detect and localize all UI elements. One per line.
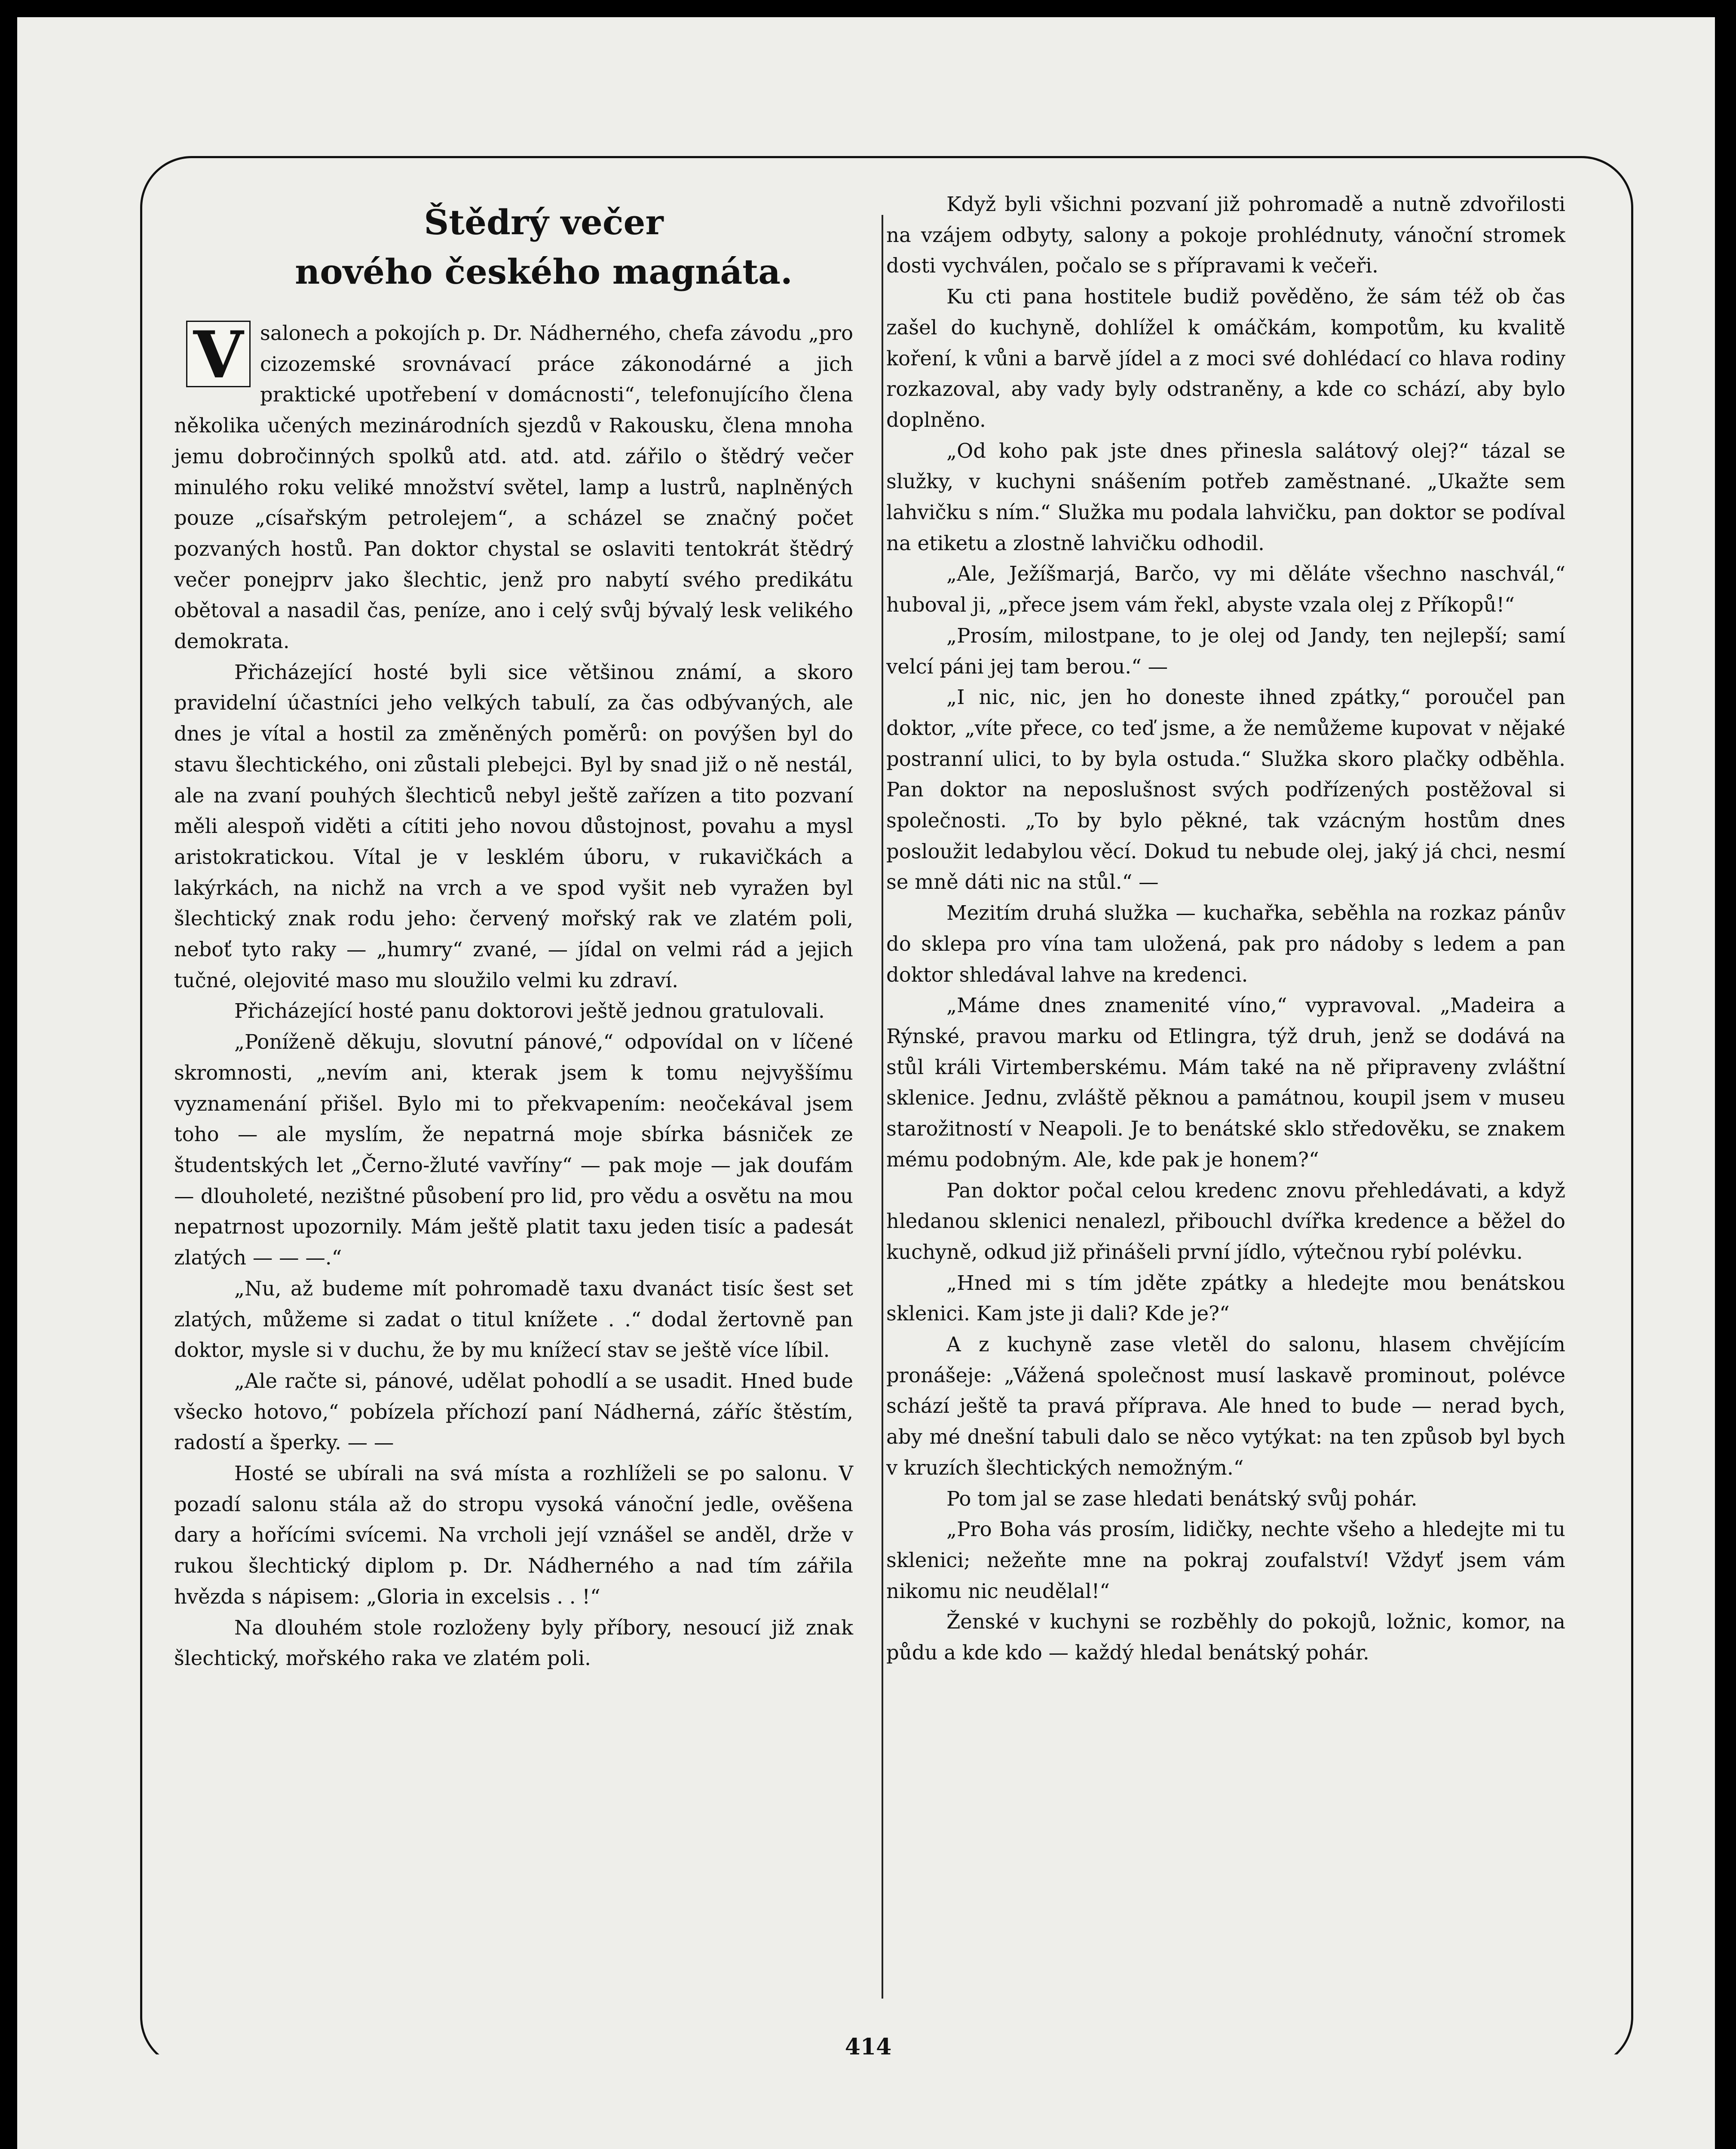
paragraph: A z kuchyně zase vletěl do salonu, hlasem chvějícím pronášeje: „Vážená společnost musí laskavě prominout, polévce schází ještě ta pravá příprava. Ale hned to bude — nerad bych, aby mé dnešní tabuli dalo se něco vytýkat: na ten způsob byl bych v kruzích šlechtických nemožným.“	[886, 1333, 1565, 1479]
paragraph: Ku cti pana hostitele budiž pověděno, že sám též ob čas zašel do kuchyně, dohlížel k omáčkám, kompotům, ku kvalitě koření, k vůni a barvě jídel a z moci své dohlédací co hlava rodiny rozkazoval, aby vady byly odstraněny, a kde co schází, aby bylo doplněno.	[886, 285, 1565, 432]
column-divider	[882, 215, 883, 1999]
paragraph: Když byli všichni pozvaní již pohromadě a nutně zdvořilosti na vzájem odbyty, salony a pokoje prohlédnuty, vánoční stromek dosti vychválen, počalo se s přípravami k večeři.	[886, 193, 1565, 278]
article-title-line-2: nového českého magnáta.	[295, 251, 793, 292]
article-title-line-1: Štědrý večer	[424, 202, 664, 242]
paragraph: „Nu, až budeme mít pohromadě taxu dvanáct tisíc šest set zlatých, můžeme si zadat o titul knížete . .“ dodal žertovně pan doktor, mysle si v duchu, že by mu knížecí stav se ještě více líbil.	[174, 1277, 853, 1362]
paragraph: „Pro Boha vás prosím, lidičky, nechte všeho a hledejte mi tu sklenici; nežeňte mne na pokraj zoufalství! Vždyť jsem vám nikomu nic neudělal!“	[886, 1518, 1565, 1603]
paragraph: „Máme dnes znamenité víno,“ vypravoval. „Madeira a Rýnské, pravou marku od Etlingra, týž druh, jenž se dodává na stůl králi Virtemberskému. Mám také na ně připraveny zvláštní sklenice. Jednu, zvláště pěknou a památnou, koupil jsem v museu starožitností v Neapoli. Je to benátské sklo středověku, se znakem mému podobným. Ale, kde pak je honem?“	[886, 994, 1565, 1171]
paragraph: Přicházející hosté panu doktorovi ještě jednou gratulovali.	[234, 999, 825, 1023]
paragraph	[174, 318, 853, 657]
left-column	[174, 189, 853, 1674]
paragraph: „Prosím, milostpane, to je olej od Jandy, ten nejlepší; samí velcí páni jej tam berou.“ —	[886, 624, 1565, 678]
drop-cap-letter: V	[193, 317, 244, 393]
drop-cap	[186, 317, 251, 393]
paragraph: Hosté se ubírali na svá místa a rozhlíželi se po salonu. V pozadí salonu stála až do stropu vysoká vánoční jedle, ověšena dary a hořícími svícemi. Na vrcholi její vznášel se anděl, drže v rukou šlechtický diplom p. Dr. Nádherného a nad tím zářila hvězda s nápisem: „Gloria in excelsis . . !“	[174, 1462, 853, 1608]
paragraph: „Ale račte si, pánové, udělat pohodlí a se usadit. Hned bude všecko hotovo,“ pobízela příchozí paní Nádherná, záříc štěstím, radostí a šperky. — —	[174, 1369, 853, 1454]
paragraph: Přicházející hosté byli sice většinou známí, a skoro pravidelní účastníci jeho velkých tabulí, za čas odbývaných, ale dnes je vítal a hostil za změněných poměrů: on povýšen byl do stavu šlechtického, oni zůstali plebejci. Byl by snad již o ně nestál, ale na zvaní pouhých šlechticů nebyl ještě zařízen a tito pozvaní měli alespoň viděti a cítiti jeho novou důstojnost, povahu a mysl aristokratickou. Vítal je v lesklém úboru, v rukavičkách a lakýrkách, na nichž na vrch a ve spod vyšit neb vyražen byl šlechtický znak rodu jeho: červený mořský rak ve zlatém poli, neboť tyto raky — „humry“ zvané, — jídal on velmi rád a jejich tučné, olejovité maso mu sloužilo velmi ku zdraví.	[174, 660, 853, 992]
paragraph: Na dlouhém stole rozloženy byly příbory, nesoucí již znak šlechtický, mořského raka ve zlatém poli.	[174, 1616, 853, 1670]
paragraph: Po tom jal se zase hledati benátský svůj pohár.	[946, 1487, 1418, 1510]
paragraph: „Od koho pak jste dnes přinesla salátový olej?“ tázal se služky, v kuchyni snášením potřeb zaměstnané. „Ukažte sem lahvičku s ním.“ Služka mu podala lahvičku, pan doktor se podíval na etiketu a zlostně lahvičku odhodil.	[886, 439, 1565, 555]
paragraph: „Poníženě děkuju, slovutní pánové,“ odpovídal on v líčené skromnosti, „nevím ani, kterak jsem k tomu nejvyššímu vyznamenání přišel. Bylo mi to překvapením: neočekával jsem toho — ale myslím, že nepatrná moje sbírka básniček ze študentských let „Černo-žluté vavříny“ — pak moje — jak doufám — dlouholeté, nezištné působení pro lid, pro vědu a osvětu na mou nepatrnost upozornily. Mám ještě platit taxu jeden tisíc a padesát zlatých — — —.“	[174, 1030, 853, 1270]
paragraph: Pan doktor počal celou kredenc znovu přehledávati, a když hledanou sklenici nenalezl, přibouchl dvířka kredence a běžel do kuchyně, odkud již přinášeli první jídlo, výtečnou rybí polévku.	[886, 1179, 1565, 1264]
page-number: 414	[838, 2034, 898, 2060]
paragraph: „Hned mi s tím jděte zpátky a hledejte mou benátskou sklenici. Kam jste ji dali? Kde je?“	[886, 1271, 1565, 1326]
paragraph-text: salonech a pokojích p. Dr. Nádherného, chefa závodu „pro cizozemské srovnávací práce zákonodárné a jich praktické upotřebení v domácnosti“, telefonujícího člena několika učených mezinárodních sjezdů v Rakousku, člena mnoha jemu dobročinných spolků atd. atd. atd. zářilo o štědrý večer minulého roku veliké množství světel, lamp a lustrů, naplněných pouze „císařským petrolejem“, a scházel se značný počet pozvaných hostů. Pan doktor chystal se oslaviti tentokrát štědrý večer ponejprv jako šlechtic, jenž pro nabytí svého predikátu obětoval a nasadil čas, peníze, ano i celý svůj bývalý lesk velikého demokrata.	[174, 321, 853, 653]
right-column	[886, 189, 1565, 1668]
paragraph: „I nic, nic, jen ho doneste ihned zpátky,“ poroučel pan doktor, „víte přece, co teď jsme, a že nemůžeme kupovat v nějaké postranní ulici, to by byla ostuda.“ Služka skoro plačky odběhla. Pan doktor na neposlušnost svých podřízených postěžoval si společnosti. „To by bylo pěkné, tak vzácným hostům dnes posloužit ledabylou věcí. Dokud tu nebude olej, jaký já chci, nesmí se mně dáti nic na stůl.“ —	[886, 686, 1565, 894]
paragraph: „Ale, Ježíšmarjá, Barčo, vy mi děláte všechno naschvál,“ huboval ji, „přece jsem vám řekl, abyste vzala olej z Příkopů!“	[886, 562, 1565, 617]
paragraph: Ženské v kuchyni se rozběhly do pokojů, ložnic, komor, na půdu a kde kdo — každý hledal benátský pohár.	[886, 1610, 1565, 1665]
paragraph: Mezitím druhá služka — kuchařka, seběhla na rozkaz pánův do sklepa pro vína tam uložená, pak pro nádoby s ledem a pan doktor shledával lahve na kredenci.	[886, 901, 1565, 986]
